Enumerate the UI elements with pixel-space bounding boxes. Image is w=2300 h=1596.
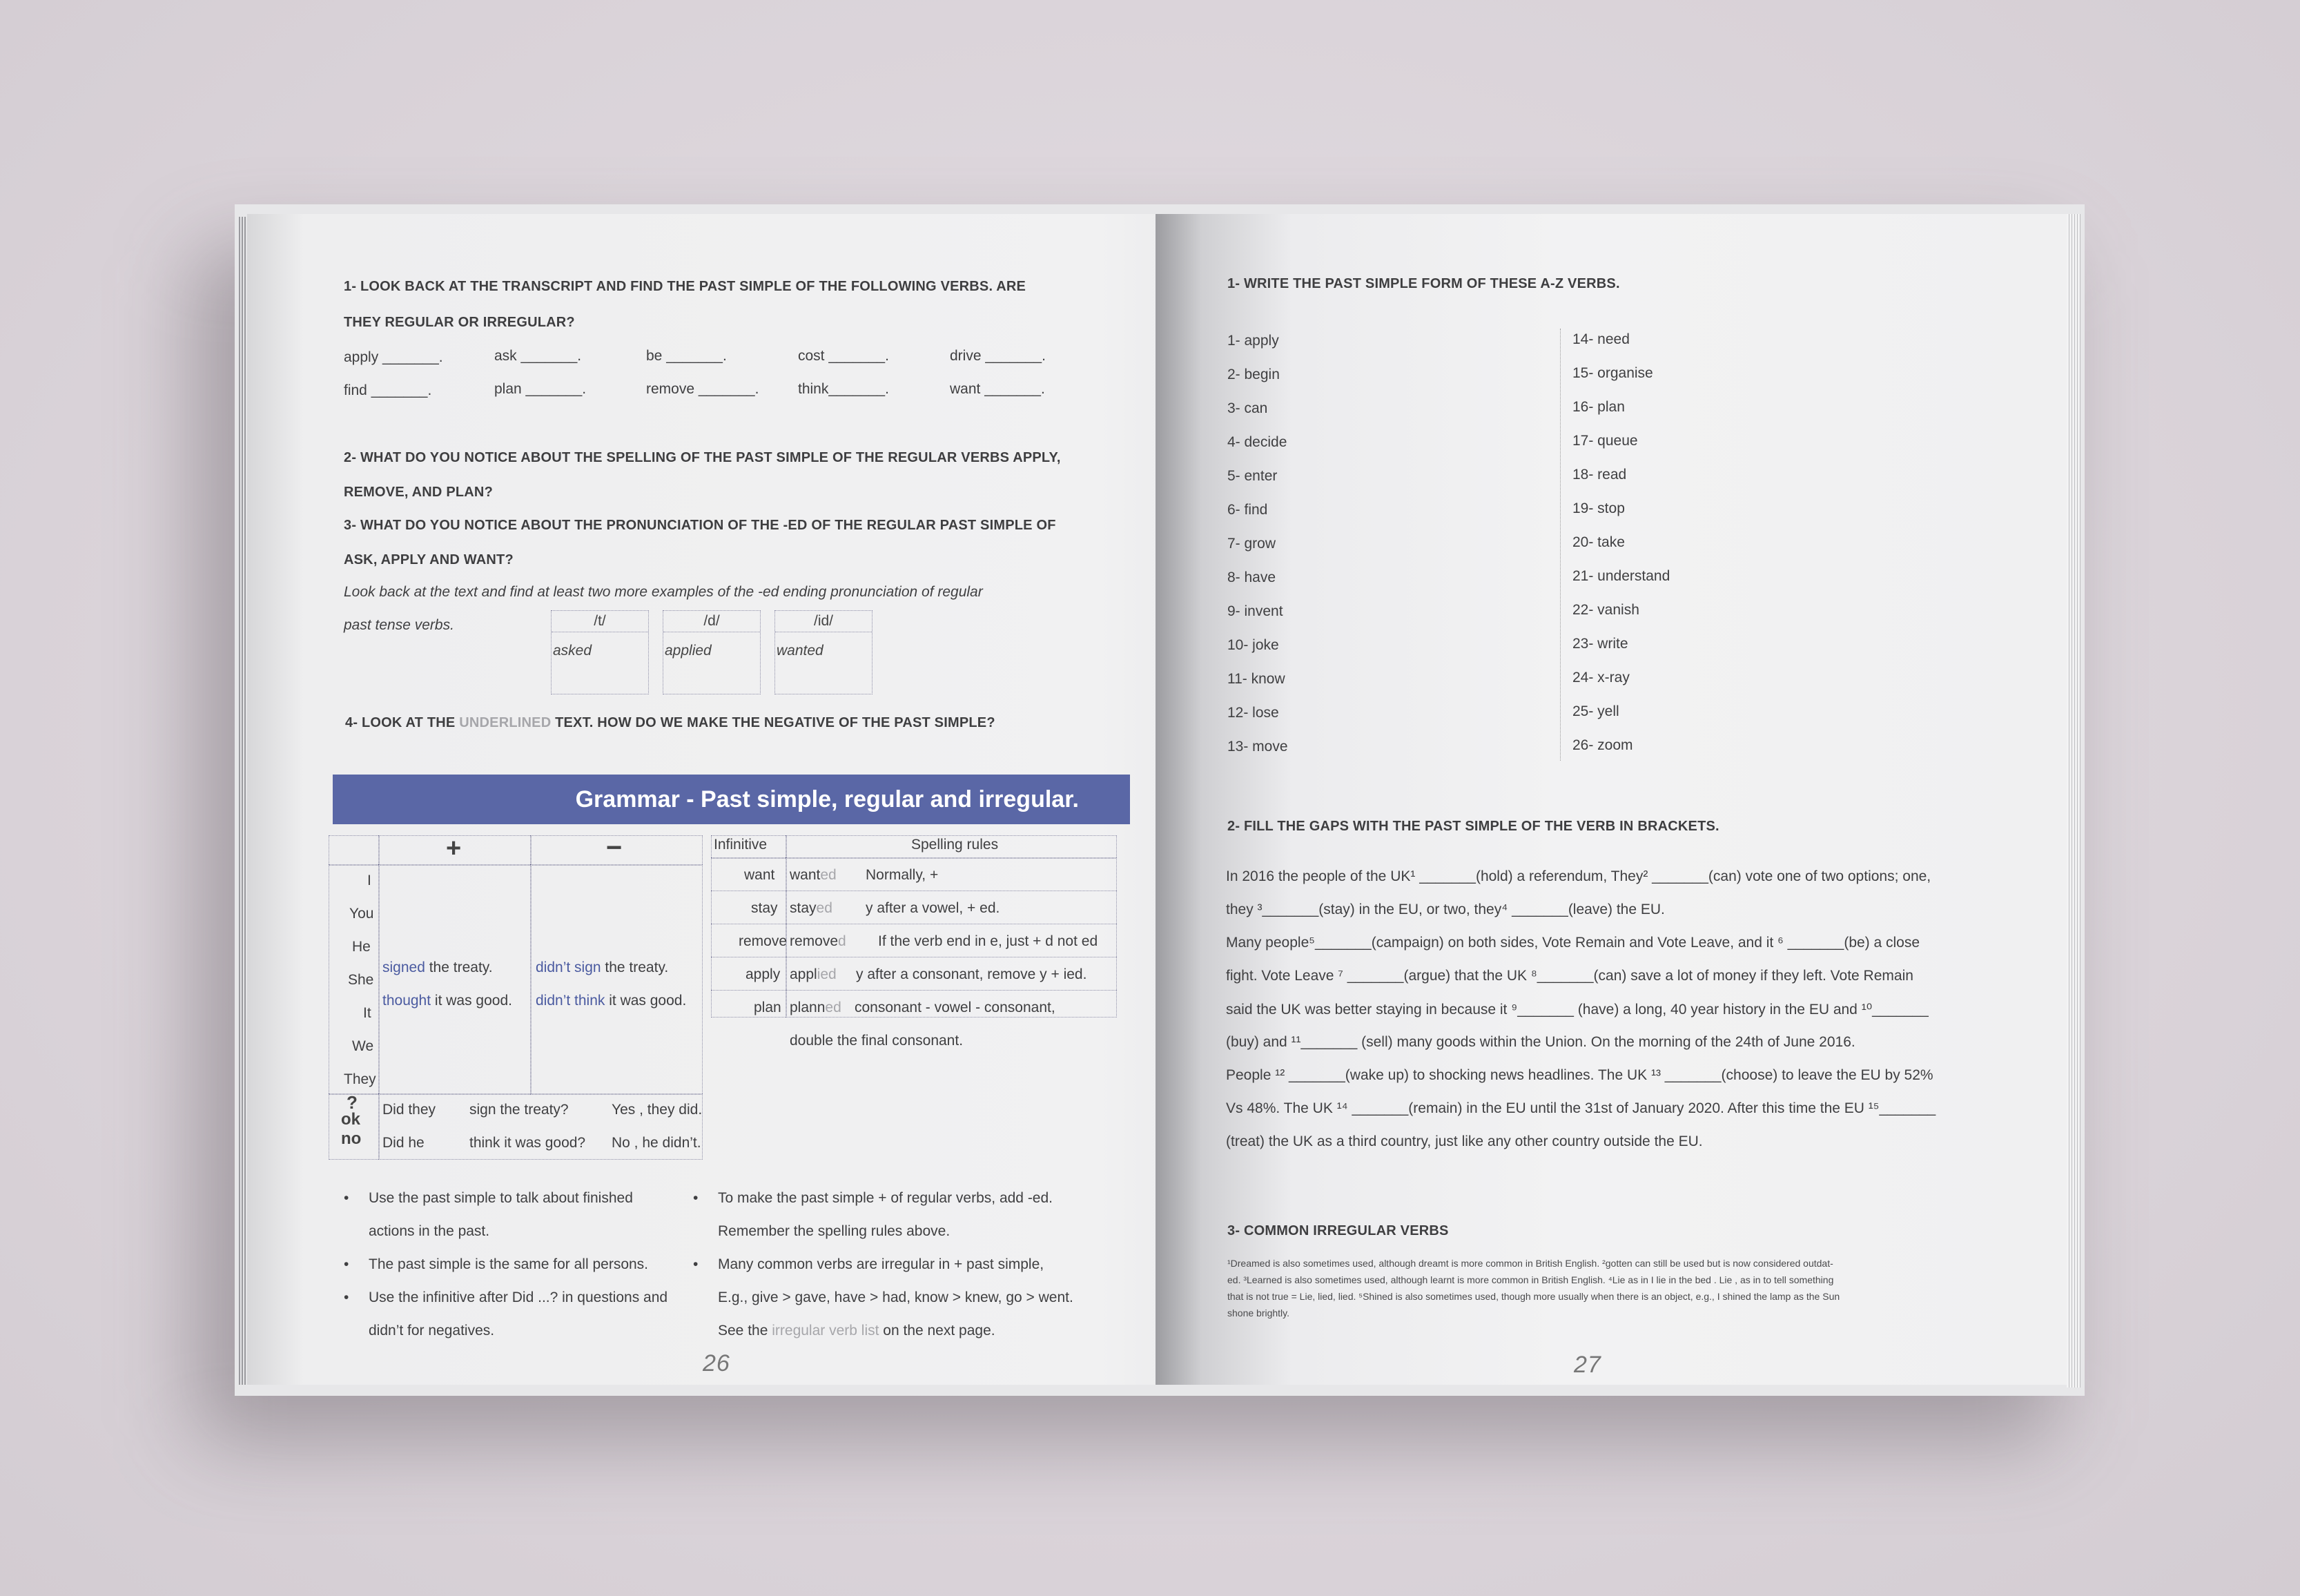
spelling-rule-apply: y after a consonant, remove y + ied. (856, 966, 1087, 982)
gap-fill-line-1: In 2016 the people of the UK¹ _______(hold) a referendum, They² _______(can) vote one of two options; one, (1226, 868, 1931, 884)
az-verb-5: 5- enter (1227, 468, 1278, 484)
question-3-note-line-1: Look back at the text and find at least two more examples of the -ed ending pronunciation of regular (344, 584, 983, 600)
spelling-base: want (790, 867, 821, 883)
pronoun-they: They (344, 1071, 376, 1087)
question-3-note-line-2: past tense verbs. (344, 617, 454, 633)
question-1-verb: sign the treaty? (469, 1102, 569, 1118)
az-verb-18: 18- read (1572, 467, 1627, 483)
pronoun-you: You (349, 906, 374, 922)
pronunciation-box-t (551, 610, 649, 694)
az-verb-23: 23- write (1572, 636, 1628, 652)
spelling-head-infinitive: Infinitive (714, 837, 768, 853)
az-verb-11: 11- know (1227, 671, 1285, 687)
az-verb-19: 19- stop (1572, 500, 1625, 516)
question-1-answer: Yes , they did. (612, 1102, 703, 1118)
note-left-3: • Use the infinitive after Did ...? in questions and (369, 1290, 667, 1306)
pronoun-she: She (348, 972, 374, 988)
spelling-base: appl (790, 966, 817, 982)
footnote-line-4: shone brightly. (1227, 1307, 1290, 1318)
note-left-3-cont: didn’t for negatives. (369, 1323, 495, 1339)
spelling-form-apply (790, 966, 837, 983)
az-verb-16: 16- plan (1572, 399, 1625, 415)
column-divider (1560, 329, 1561, 761)
negative-verb-1: didn’t sign (536, 960, 601, 975)
note-right-3 (718, 1323, 995, 1339)
table-corner (329, 835, 380, 866)
spelling-suffix: ed (825, 1000, 841, 1015)
spelling-suffix: d (838, 933, 846, 949)
az-verb-12: 12- lose (1227, 705, 1279, 721)
spelling-rule-stay: y after a vowel, + ed. (866, 900, 1000, 916)
pronoun-we: We (352, 1038, 374, 1054)
spelling-rule-plan: consonant - vowel - consonant, (855, 1000, 1055, 1015)
verb-plan: plan _______. (494, 381, 587, 397)
verb-drive: drive _______. (950, 348, 1046, 364)
question-mark-symbol: ? (347, 1092, 358, 1113)
question-1-line-2: THEY REGULAR OR IRREGULAR? (344, 315, 575, 330)
gap-fill-line-4: fight. Vote Leave ⁷ _______(argue) that the UK ⁸_______(can) save a lot of money if they left. Vote Remain (1226, 968, 1913, 984)
gap-fill-line-5: said the UK was better staying in because it ⁹_______ (have) a long, 40 year history in the EU and ¹⁰_______ (1226, 1002, 1929, 1018)
az-verb-25: 25- yell (1572, 703, 1619, 719)
spelling-inf-stay: stay (751, 900, 778, 916)
note-left-1: • Use the past simple to talk about finished (369, 1190, 633, 1207)
footnote-line-3: that is not true = Lie, lied, lied. ⁵Shined is also sometimes used, though more usually when there is an object, e.g., I shined the lamp as the Sun (1227, 1291, 1840, 1302)
pronoun-it: It (363, 1005, 371, 1021)
question-1-line-1: 1- LOOK BACK AT THE TRANSCRIPT AND FIND THE PAST SIMPLE OF THE FOLLOWING VERBS. ARE (344, 279, 1026, 294)
spelling-inf-want: want (744, 867, 775, 883)
pronunciation-box-d (663, 610, 761, 694)
question-3-line-1: 3- WHAT DO YOU NOTICE ABOUT THE PRONUNCIATION OF THE -ED OF THE REGULAR PAST SIMPLE OF (344, 518, 1056, 533)
gap-fill-line-3: Many people⁵_______(campaign) on both sides, Vote Remain and Vote Leave, and it ⁶ _______(be) a close (1226, 935, 1920, 951)
note-right-1-cont: Remember the spelling rules above. (718, 1223, 951, 1239)
gap-fill-line-2: they ³_______(stay) in the EU, or two, they⁴ _______(leave) the EU. (1226, 902, 1665, 917)
question-4-start: 4- LOOK AT THE (345, 715, 460, 730)
question-2-line-2: REMOVE, AND PLAN? (344, 485, 493, 500)
right-page-edges (2067, 214, 2080, 1388)
spelling-inf-plan: plan (754, 1000, 781, 1015)
negative-rest-1: the treaty. (601, 960, 669, 975)
pronunciation-example-d: applied (665, 643, 712, 659)
note-right-2-cont: E.g., give > gave, have > had, know > knew, go > went. (718, 1290, 1073, 1305)
question-3-line-2: ASK, APPLY AND WANT? (344, 552, 514, 567)
question-1-did: Did they (382, 1102, 436, 1118)
verb-want: want _______. (950, 381, 1045, 397)
spelling-form-stay (790, 900, 832, 917)
gap-fill-line-9: (treat) the UK as a third country, just like any other country outside the EU. (1226, 1133, 1703, 1149)
open-book (235, 204, 2085, 1396)
positive-column (378, 864, 532, 1095)
pronunciation-box-id (774, 610, 873, 694)
spelling-rule-want: Normally, + (866, 867, 939, 883)
spelling-inf-apply: apply (745, 966, 781, 982)
gap-fill-line-6: (buy) and ¹¹_______ (sell) many goods within the Union. On the morning of the 24th of June 2016. (1226, 1034, 1855, 1050)
note-right-3-start: See the (718, 1323, 772, 1339)
footnote-line-1: ¹Dreamed is also sometimes used, although dreamt is more common in British English. ²gotten can still be used but is now considered outdat- (1227, 1258, 1833, 1269)
az-verb-9: 9- invent (1227, 603, 1283, 619)
negative-rest-2: it was good. (605, 993, 687, 1009)
note-left-1-cont: actions in the past. (369, 1223, 490, 1239)
underlined-word: UNDERLINED (459, 715, 552, 730)
positive-rest-2: it was good. (431, 993, 512, 1009)
spelling-suffix: ied (817, 966, 837, 982)
spelling-head-rules: Spelling rules (911, 837, 999, 853)
az-verb-2: 2- begin (1227, 367, 1280, 382)
pronunciation-head-d: /d/ (663, 611, 760, 632)
az-verb-20: 20- take (1572, 534, 1625, 550)
spelling-base: plann (790, 1000, 826, 1015)
gap-fill-line-8: Vs 48%. The UK ¹⁴ _______(remain) in the EU until the 31st of January 2020. After this time the EU ¹⁵_______ (1226, 1100, 1936, 1116)
irregular-verbs-title: 3- COMMON IRREGULAR VERBS (1227, 1223, 1449, 1238)
gap-fill-line-7: People ¹² _______(wake up) to shocking news headlines. The UK ¹³ _______(choose) to leave the EU by 52% (1226, 1067, 1933, 1083)
verb-remove: remove _______. (646, 381, 759, 397)
spelling-suffix: ed (816, 900, 832, 916)
irregular-verb-list-link[interactable]: irregular verb list (772, 1323, 879, 1339)
question-2-answer: No , he didn’t. (612, 1135, 701, 1151)
pronoun-i: I (367, 873, 371, 888)
az-verb-10: 10- joke (1227, 637, 1279, 653)
az-verb-15: 15- organise (1572, 365, 1653, 381)
spelling-base: remove (790, 933, 839, 949)
verb-cost: cost _______. (798, 348, 889, 364)
note-right-3-end: on the next page. (879, 1323, 995, 1339)
verb-be: be _______. (646, 348, 727, 364)
spelling-rule-extra: double the final consonant. (790, 1033, 964, 1049)
no-symbol: no (341, 1129, 362, 1148)
pronunciation-example-id: wanted (777, 643, 823, 659)
spelling-suffix: ed (820, 867, 837, 883)
minus-sign: − (606, 833, 623, 863)
verb-think: think_______. (798, 381, 889, 397)
grammar-banner: Grammar - Past simple, regular and irregular. (333, 775, 1130, 824)
negative-example-1 (536, 960, 668, 976)
ok-symbol: ok (341, 1110, 361, 1129)
az-verb-17: 17- queue (1572, 433, 1638, 449)
spelling-form-remove (790, 933, 846, 950)
row-divider (711, 990, 1117, 991)
page-number-26: 26 (703, 1350, 730, 1376)
page-number-27: 27 (1574, 1352, 1601, 1378)
negative-example-2 (536, 993, 686, 1009)
az-verb-3: 3- can (1227, 400, 1268, 416)
negative-column (530, 864, 703, 1095)
az-verb-8: 8- have (1227, 570, 1276, 585)
az-verb-14: 14- need (1572, 331, 1630, 347)
az-verb-13: 13- move (1227, 739, 1288, 755)
question-4-end: TEXT. HOW DO WE MAKE THE NEGATIVE OF THE PAST SIMPLE? (551, 715, 995, 730)
positive-rest-1: the treaty. (425, 960, 493, 975)
spelling-rule-remove: If the verb end in e, just + d not ed (878, 933, 1098, 949)
note-right-2: • Many common verbs are irregular in + past simple, (718, 1256, 1044, 1273)
az-verb-4: 4- decide (1227, 434, 1287, 450)
spelling-form-want (790, 867, 837, 884)
spelling-form-plan (790, 1000, 841, 1016)
az-verb-1: 1- apply (1227, 333, 1279, 349)
positive-verb-2: thought (382, 993, 431, 1009)
note-right-1: • To make the past simple + of regular verbs, add -ed. (718, 1190, 1053, 1207)
verb-find: find _______. (344, 382, 432, 398)
positive-example-2 (382, 993, 512, 1009)
plus-sign: + (446, 834, 462, 863)
az-verb-24: 24- x-ray (1572, 670, 1630, 685)
pronunciation-head-id: /id/ (775, 611, 872, 632)
positive-example-1 (382, 960, 493, 976)
az-verb-26: 26- zoom (1572, 737, 1633, 753)
pronunciation-example-t: asked (553, 643, 592, 659)
question-4 (345, 715, 995, 731)
question-2-verb: think it was good? (469, 1135, 586, 1151)
right-page (1156, 214, 2067, 1385)
spelling-base: stay (790, 900, 817, 916)
az-verb-21: 21- understand (1572, 568, 1670, 584)
gap-fill-title: 2- FILL THE GAPS WITH THE PAST SIMPLE OF THE VERB IN BRACKETS. (1227, 819, 1719, 834)
az-verb-22: 22- vanish (1572, 602, 1639, 618)
az-question-title: 1- WRITE THE PAST SIMPLE FORM OF THESE A-Z VERBS. (1227, 276, 1620, 291)
positive-verb-1: signed (382, 960, 425, 975)
question-2-line-1: 2- WHAT DO YOU NOTICE ABOUT THE SPELLING OF THE PAST SIMPLE OF THE REGULAR VERBS APPLY, (344, 450, 1061, 465)
pronoun-he: He (352, 939, 371, 955)
az-verb-6: 6- find (1227, 502, 1268, 518)
question-2-did: Did he (382, 1135, 425, 1151)
footnote-line-2: ed. ³Learned is also sometimes used, although learnt is more common in British English. ⁴Lie as in I lie in the bed . Lie , as in to tell something (1227, 1274, 1834, 1285)
verb-apply: apply _______. (344, 349, 443, 365)
az-verb-7: 7- grow (1227, 536, 1276, 552)
spelling-inf-remove: remove (739, 933, 788, 949)
note-left-2: • The past simple is the same for all persons. (369, 1256, 648, 1273)
negative-verb-2: didn’t think (536, 993, 605, 1009)
verb-ask: ask _______. (494, 348, 582, 364)
pronunciation-head-t: /t/ (552, 611, 648, 632)
